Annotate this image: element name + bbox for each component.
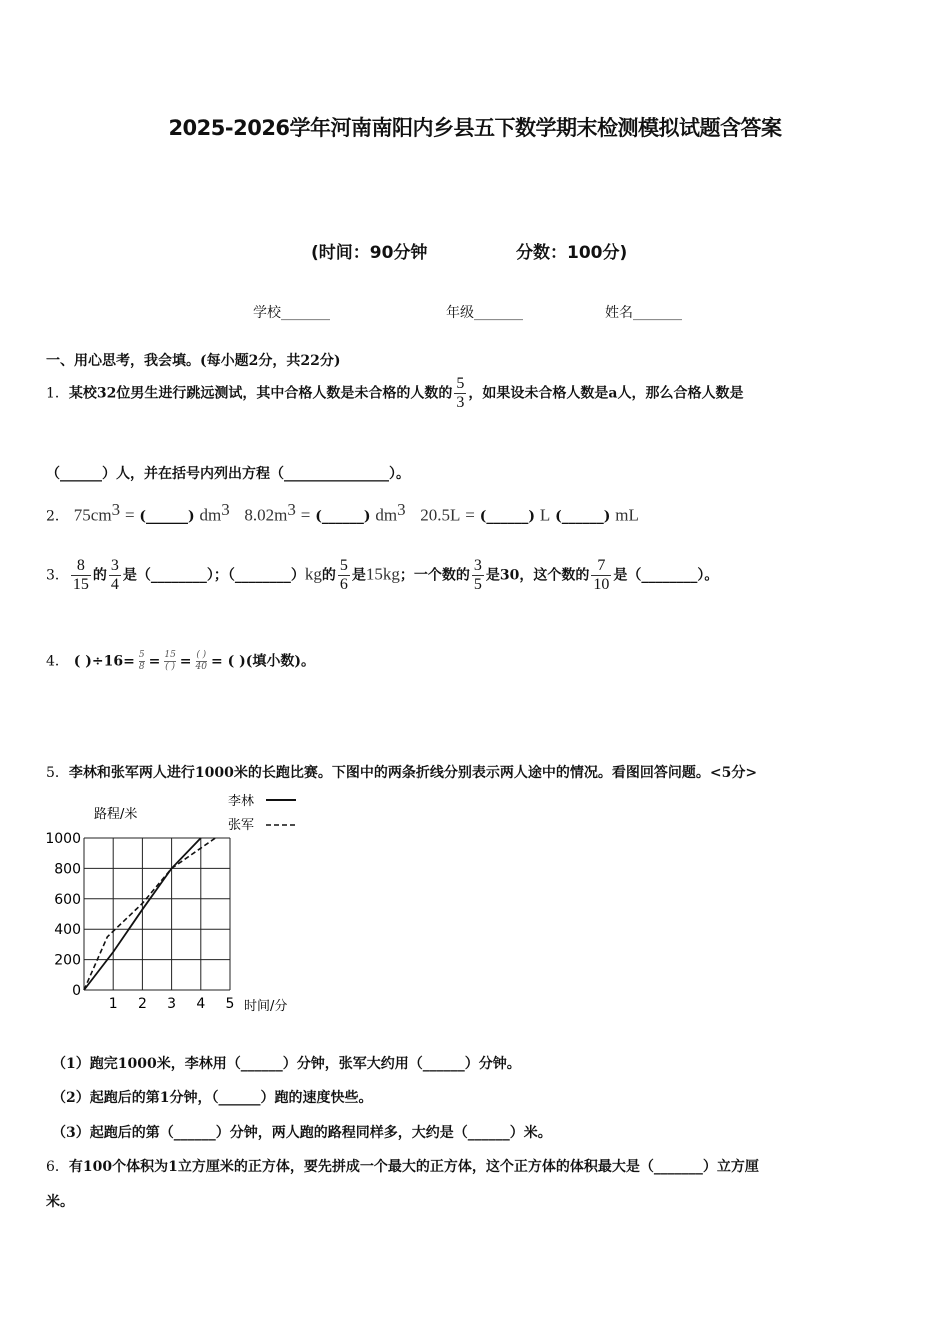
question-5: [46, 762, 757, 782]
y-tick-label: 0: [72, 983, 81, 999]
value: 75cm: [73, 505, 112, 525]
unit: dm: [199, 505, 222, 525]
equals: =: [179, 653, 192, 670]
equals: =: [300, 505, 311, 525]
question-6: [46, 1156, 759, 1176]
answer-blank[interactable]: (______): [315, 508, 371, 525]
grade-field[interactable]: 年级_______: [446, 305, 523, 321]
x-tick-label: 5: [225, 996, 235, 1012]
q4-text[interactable]: = ( )(填小数)。: [210, 653, 315, 670]
equals: =: [124, 505, 135, 525]
unit: L: [539, 505, 551, 525]
q5-text: 李林和张军两人进行1000米的长跑比赛。下图中的两条折线分别表示两人途中的情况。看图回答问题。<5分>: [68, 765, 758, 781]
fraction: $\frac{5}{8}$: [138, 650, 145, 672]
q3-text: ；一个数的: [399, 567, 470, 584]
score-label: 分数：100分): [516, 243, 628, 263]
question-number: 6．: [46, 1159, 69, 1175]
q6-text-cont: 米。: [46, 1194, 74, 1210]
q4-text[interactable]: ( )÷16=: [73, 653, 135, 670]
question-3: [46, 557, 718, 594]
y-tick-label: 400: [54, 922, 81, 939]
superscript: 3: [111, 500, 121, 519]
fraction: ( ) 40: [195, 650, 207, 672]
fraction: $\frac{3}{5}$: [473, 557, 482, 593]
legend-label-lilin: 李林: [228, 794, 255, 809]
q5-sub-3[interactable]: （3）起跑后的第（______）分钟，两人跑的路程同样多，大约是（______）米。: [52, 1125, 552, 1141]
equals: =: [465, 505, 475, 525]
q3-text: 是: [351, 567, 366, 584]
q3-text: 是30，这个数的: [485, 567, 590, 584]
answer-blank[interactable]: (______): [479, 508, 535, 525]
unit: kg: [304, 564, 322, 584]
x-tick-label: 4: [196, 996, 206, 1012]
legend-label-zhangjun: 张军: [228, 818, 255, 833]
q3-text[interactable]: 是（________）。: [613, 567, 719, 584]
chart-legend: [228, 793, 296, 833]
q3-text[interactable]: 是（________）；（________）: [122, 567, 305, 584]
x-tick-label: 2: [137, 996, 147, 1012]
q1-text-b: ，如果设未合格人数是a人，那么合格人数是: [468, 385, 744, 402]
value: 15kg: [365, 564, 400, 584]
q5-sub-1[interactable]: （1）跑完1000米，李林用（______）分钟，张军大约用（______）分钟。: [52, 1056, 521, 1072]
question-number: 4．: [46, 653, 69, 670]
line-chart: [40, 788, 310, 1023]
fraction: $\frac{3}{4}$: [110, 557, 119, 593]
page-title: 2025-2026学年河南南阳内乡县五下数学期末检测模拟试题含答案: [168, 116, 782, 140]
answer-blank[interactable]: (______): [555, 508, 611, 525]
fraction: $\frac{7}{10}$: [593, 557, 610, 593]
unit: mL: [615, 505, 639, 525]
answer-blank[interactable]: (______): [139, 508, 195, 525]
q1-text-a: 某校32位男生进行跳远测试，其中合格人数是未合格的人数的: [68, 385, 453, 402]
x-tick-label: 3: [167, 996, 177, 1012]
q1-answer-line[interactable]: （______）人，并在括号内列出方程（_______________）。: [46, 466, 410, 482]
question-4: [46, 650, 315, 673]
y-tick-label: 800: [54, 861, 81, 878]
q5-sub-2[interactable]: （2）起跑后的第1分钟，（______）跑的速度快些。: [52, 1090, 373, 1106]
chart-lines: [84, 838, 215, 990]
x-axis-label: 时间/分: [244, 999, 288, 1014]
unit: dm: [375, 505, 398, 525]
superscript: 3: [287, 500, 296, 519]
question-number: 2．: [46, 508, 69, 525]
value: 20.5L: [420, 505, 461, 525]
school-field[interactable]: 学校_______: [253, 305, 330, 321]
y-tick-label: 600: [54, 891, 81, 908]
section-heading: 一、用心思考，我会填。(每小题2分，共22分): [46, 353, 341, 369]
chart-ticks: [45, 831, 234, 1012]
x-tick-label: 1: [108, 996, 118, 1012]
q3-text: 的: [92, 567, 107, 584]
fraction: $\frac{8}{15}$: [72, 557, 89, 593]
question-2: [46, 500, 639, 526]
question-1: [46, 375, 743, 412]
fraction: $\frac{5}{3}$: [456, 375, 465, 411]
chart-grid: [84, 838, 230, 990]
value: 8.02m: [244, 505, 288, 525]
question-number: 1．: [46, 385, 69, 402]
fraction: 15 ( ): [164, 650, 176, 672]
q6-text[interactable]: 有100个体积为1立方厘米的正方体，要先拼成一个最大的正方体，这个正方体的体积最大是（_______）立方厘: [68, 1159, 759, 1175]
question-number: 5．: [46, 765, 69, 781]
y-axis-label: 路程/米: [94, 807, 138, 822]
fraction: $\frac{5}{6}$: [339, 557, 348, 593]
name-field[interactable]: 姓名_______: [605, 305, 682, 321]
y-tick-label: 200: [54, 952, 81, 969]
y-tick-label: 1000: [45, 831, 81, 847]
superscript: 3: [397, 500, 406, 519]
equals: =: [148, 653, 161, 670]
series-line-1: [84, 838, 215, 990]
question-number: 3．: [46, 567, 69, 584]
superscript: 3: [221, 500, 230, 519]
time-label: (时间：90分钟: [311, 243, 428, 263]
q3-text: 的: [321, 567, 336, 584]
